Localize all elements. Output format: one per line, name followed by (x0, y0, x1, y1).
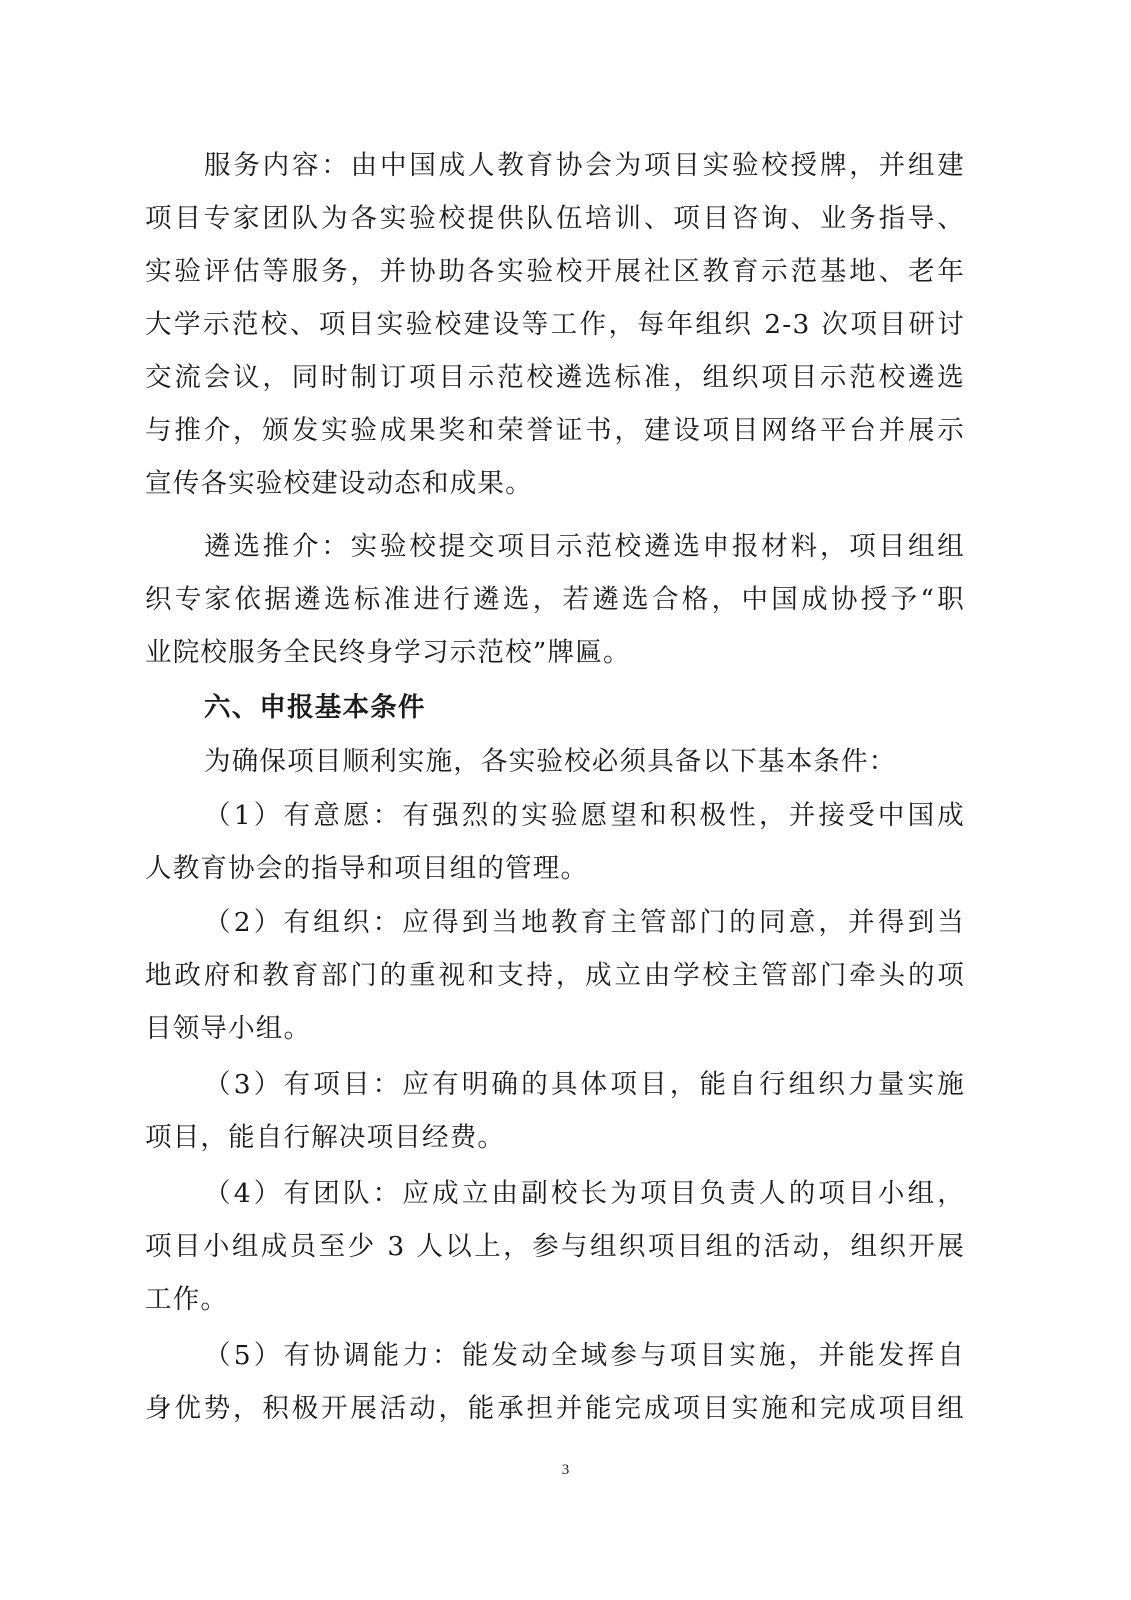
text-line: （3）有项目：应有明确的具体项目，能自行组织力量实施 (204, 1069, 965, 1100)
text-line: 遴选推介：实验校提交项目示范校遴选申报材料，项目组组 (204, 531, 965, 562)
text-line: 项目专家团队为各实验校提供队伍培训、项目咨询、业务指导、 (145, 203, 965, 234)
text-line: （5）有协调能力：能发动全域参与项目实施，并能发挥自 (204, 1340, 965, 1371)
text-line: 工作。 (145, 1284, 229, 1315)
page-number: 3 (561, 1462, 570, 1478)
text-line: （4）有团队：应成立由副校长为项目负责人的项目小组， (204, 1178, 965, 1209)
text-line: 目领导小组。 (145, 1013, 312, 1044)
text-line: 业院校服务全民终身学习示范校”牌匾。 (145, 637, 631, 668)
text-line: 身优势，积极开展活动，能承担并能完成项目实施和完成项目组 (145, 1393, 965, 1424)
section-heading: 六、申报基本条件 (204, 692, 426, 723)
text-line: 与推介，颁发实验成果奖和荣誉证书，建设项目网络平台并展示 (145, 415, 965, 446)
text-line: 地政府和教育部门的重视和支持，成立由学校主管部门牵头的项 (145, 960, 965, 991)
text-line: （2）有组织：应得到当地教育主管部门的同意，并得到当 (204, 907, 965, 938)
text-line: 项目小组成员至少 3 人以上，参与组织项目组的活动，组织开展 (145, 1231, 965, 1262)
text-line: 织专家依据遴选标准进行遴选，若遴选合格，中国成协授予“职 (145, 584, 965, 615)
text-line: 项目，能自行解决项目经费。 (145, 1122, 506, 1153)
text-line: 服务内容：由中国成人教育协会为项目实验校授牌，并组建 (204, 150, 965, 181)
paragraph-section-intro: 为确保项目顺利实施，各实验校必须具备以下基本条件： (204, 746, 897, 777)
text-line: 宣传各实验校建设动态和成果。 (145, 468, 533, 499)
text-line: （1）有意愿：有强烈的实验愿望和积极性，并接受中国成 (204, 800, 965, 831)
text-line: 大学示范校、项目实验校建设等工作，每年组织 2-3 次项目研讨 (145, 309, 965, 340)
text-line: 交流会议，同时制订项目示范校遴选标准，组织项目示范校遴选 (145, 362, 965, 393)
text-line: 实验评估等服务，并协助各实验校开展社区教育示范基地、老年 (145, 256, 965, 287)
text-line: 人教育协会的指导和项目组的管理。 (145, 853, 589, 884)
